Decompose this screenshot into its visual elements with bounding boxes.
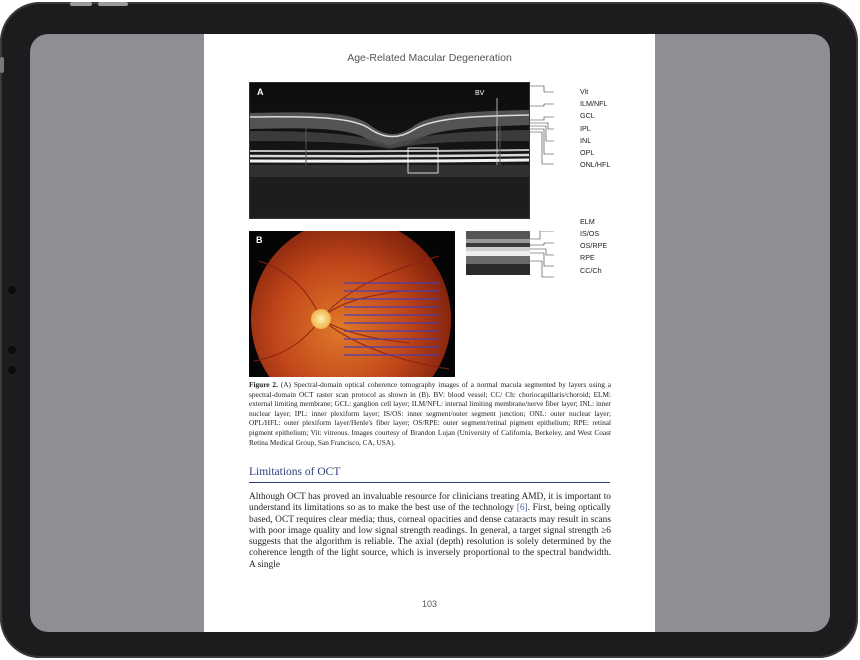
section-heading: Limitations of OCT [249,466,341,478]
section-rule [249,482,610,483]
tablet-frame [0,2,858,658]
oct-scan-graphic [250,83,530,219]
screen [30,34,830,632]
layer-label-ipl: IPL [580,124,591,133]
layer-label-rpe: RPE [580,253,595,262]
running-head: Age-Related Macular Degeneration [347,52,512,64]
layer-label-os-rpe: OS/RPE [580,241,608,250]
layer-label-is-os: IS/OS [580,229,600,238]
side-dot [8,286,16,294]
reference-link[interactable]: [6] [516,503,528,514]
top-button [98,2,128,6]
panel-a-label: A [257,87,264,97]
layer-label-gcl: GCL [580,111,595,120]
document-page[interactable] [204,34,655,632]
oct-zoom-graphic [466,231,530,275]
page-number: 103 [421,599,438,609]
top-button [70,2,92,6]
layer-label-inl: INL [580,136,592,145]
layer-bracket-lines-zoom [530,231,580,281]
paragraph-text-end: . First, being optically based, OCT requires clear media; thus, corneal opacities and dense cataracts may result in scans with poor image quality and low signal strength readings. In general, a target signal strength ≥6 suggests that the algorithm is reliable. The axial (depth) resolution is solely determined by the coherence length of the light source, which is inversely proportional to the spectral bandwidth. A single [249,503,611,570]
blood-vessel-label: BV [475,90,485,97]
oct-scan-image [249,82,530,219]
paragraph-text-start: Although OCT has proved an invaluable resource for clinicians treating AMD, it is important to understand its limitations so as to make the best use of the technology [249,492,611,514]
body-paragraph [249,492,611,571]
layer-label-cc-ch: CC/Ch [580,266,602,275]
layer-label-vit: Vit [580,87,589,96]
caption-label: Figure 2. [249,380,278,389]
fundus-graphic [249,231,455,377]
layer-label-onl-hfl: ONL/HFL [580,160,611,169]
side-dot [8,346,16,354]
fundus-image [249,231,455,377]
layer-label-elm: ELM [580,217,595,226]
volume-button [0,57,4,73]
oct-zoom-image [466,231,530,275]
layer-bracket-lines-a [530,82,580,172]
layer-label-opl: OPL [580,148,595,157]
panel-b-label: B [256,235,263,245]
figure-caption [249,380,611,447]
caption-text: (A) Spectral-domain optical coherence tomography images of a normal macula segmented by layers using a spectral-domain OCT raster scan protocol as shown in (B). BV: blood vessel; CC/ Ch: choriocapillaris/choroid; ELM: external limiting membrane; GCL: ganglion cell layer; ILM/NFL: internal limiting membrane/nerve fiber layer; INL: inner nuclear layer; IPL: inner plexiform layer; IS/OS: inner segment/outer segment junction; ONL: outer nuclear layer; OPL/HFL: outer plexiform layer/Henle's fiber layer; OS/RPE: outer segment/retinal pigment epithelium; RPE: retinal pigment epithelium; Vit: vitreous. Images courtesy of Brandon Lujan (University of California, Berkeley, and West Coast Retina Medical Group, San Francisco, CA, USA). [249,380,611,447]
layer-label-ilm-nfl: ILM/NFL [580,99,608,108]
side-dot [8,366,16,374]
